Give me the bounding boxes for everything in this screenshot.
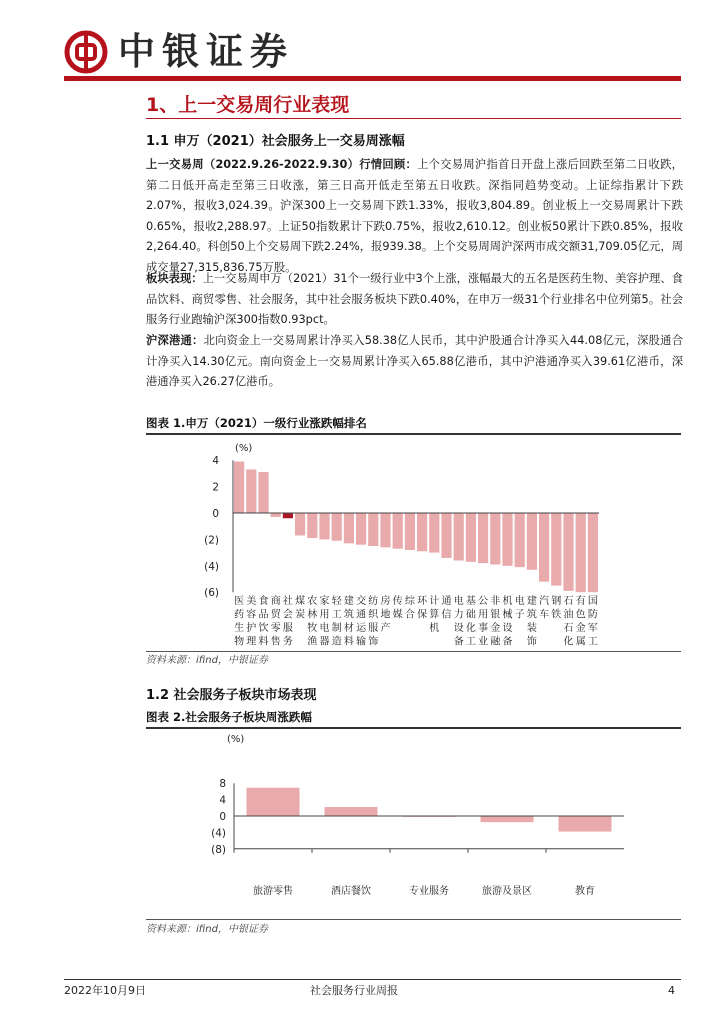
- bank-of-china-logo-icon: [64, 30, 108, 74]
- subsector-chart: [146, 730, 681, 916]
- y-tick-label: (8): [211, 843, 226, 856]
- bar-计算机: [429, 513, 439, 553]
- bar-旅游及景区: [480, 816, 533, 822]
- figure-1-bottom-rule: [146, 651, 681, 652]
- figure-2-bottom-rule: [146, 919, 681, 920]
- paragraph-label: 板块表现：: [146, 272, 203, 285]
- x-tick-label: 环保: [417, 596, 428, 621]
- figure-1-title: 图表 1.申万（2021）一级行业涨跌幅排名: [146, 416, 367, 430]
- paragraph-label: 上一交易周（2022.9.26-2022.9.30）行情回顾：: [146, 158, 418, 171]
- x-tick-label: 机械设备: [502, 596, 513, 646]
- heading-divider: [146, 118, 681, 119]
- bar-煤炭: [295, 513, 305, 535]
- bar-传媒: [393, 513, 403, 549]
- bar-建筑材料: [344, 513, 354, 543]
- paragraph-stock-connect: [146, 331, 683, 393]
- y-axis-unit: (%): [235, 443, 253, 454]
- bar-石油石化: [563, 513, 573, 591]
- bar-钢铁: [551, 513, 561, 586]
- bar-通信: [441, 513, 451, 558]
- x-tick-label: 建筑装饰: [526, 596, 537, 646]
- x-tick-label: 煤炭: [295, 596, 306, 621]
- x-tick-label: 计算机: [429, 596, 440, 634]
- industry-ranking-chart-svg: [146, 436, 681, 646]
- y-tick-label: (6): [204, 587, 219, 600]
- x-tick-label: 汽车: [539, 596, 550, 621]
- bar-基础化工: [466, 513, 476, 562]
- page-heading: 1、上一交易周行业表现: [146, 94, 350, 116]
- x-tick-label: 通信: [441, 596, 452, 621]
- x-tick-label: 公用事业: [478, 596, 489, 646]
- y-tick-label: 2: [212, 481, 219, 494]
- bar-轻工制造: [332, 513, 342, 541]
- figure-1-top-rule: [146, 433, 681, 435]
- bar-美容护理: [246, 469, 256, 513]
- header-divider: [64, 76, 681, 81]
- figure-2-title: 图表 2.社会服务子板块周涨跌幅: [146, 710, 312, 724]
- bar-综合: [405, 513, 415, 550]
- bar-机械设备: [502, 513, 512, 566]
- x-tick-label: 旅游零售: [253, 886, 293, 897]
- paragraph-text: 北向资金上一交易周累计净买入58.38亿人民币，其中沪股通合计净买入44.08亿元，深股通合计净买入14.30亿元。南向资金上一交易周累计净买入65.88亿港币，其中沪港通净买入39.61亿港币，深港通净买入26.27亿港币。: [146, 334, 683, 389]
- x-tick-label: 食品饮料: [258, 596, 269, 646]
- bar-食品饮料: [258, 472, 268, 513]
- bar-商贸零售: [271, 513, 281, 517]
- y-tick-label: 8: [219, 778, 226, 791]
- bar-电力设备: [454, 513, 464, 561]
- x-tick-label: 有色金属: [575, 596, 586, 646]
- bar-国防军工: [588, 513, 598, 592]
- bar-有色金属: [576, 513, 586, 592]
- x-tick-label: 房地产: [380, 596, 391, 634]
- paragraph-label: 沪深港通：: [146, 334, 204, 347]
- x-tick-label: 农林牧渔: [307, 596, 318, 646]
- footer-date: 2022年10月9日: [64, 984, 146, 997]
- bar-汽车: [539, 513, 549, 582]
- x-tick-label: 旅游及景区: [482, 886, 532, 897]
- footer-report-name: 社会服务行业周报: [310, 984, 398, 997]
- x-tick-label: 酒店餐饮: [331, 886, 371, 897]
- x-tick-label: 交通运输: [356, 596, 367, 646]
- x-tick-label: 纺织服饰: [368, 596, 379, 646]
- footer-divider: [64, 979, 681, 980]
- x-tick-label: 教育: [575, 886, 595, 897]
- footer-page-number: 4: [668, 984, 675, 997]
- paragraph-sector-performance: [146, 269, 683, 331]
- x-tick-label: 电子: [514, 596, 525, 621]
- bar-交通运输: [356, 513, 366, 545]
- y-tick-label: (2): [204, 534, 219, 547]
- bar-农林牧渔: [307, 513, 317, 538]
- bar-环保: [417, 513, 427, 551]
- figure-2-top-rule: [146, 727, 681, 729]
- bar-教育: [558, 816, 611, 832]
- bar-非银金融: [490, 513, 500, 564]
- x-tick-label: 电力设备: [453, 596, 464, 646]
- bar-建筑装饰: [527, 513, 537, 570]
- x-tick-label: 基础化工: [465, 596, 476, 646]
- x-tick-label: 社会服务: [282, 596, 293, 646]
- bar-电子: [515, 513, 525, 567]
- bar-医药生物: [234, 462, 244, 513]
- figure-2-source: 资料来源：ifind，中银证券: [146, 924, 268, 935]
- figure-1-source: 资料来源：ifind，中银证券: [146, 655, 268, 666]
- x-tick-label: 石油石化: [563, 596, 574, 646]
- bar-社会服务: [283, 513, 293, 518]
- x-tick-label: 家用电器: [319, 596, 330, 646]
- x-tick-label: 钢铁: [551, 596, 562, 621]
- bar-房地产: [380, 513, 390, 547]
- y-tick-label: 4: [219, 794, 226, 807]
- y-tick-label: (4): [211, 827, 226, 840]
- x-tick-label: 商贸零售: [270, 596, 281, 646]
- y-tick-label: (4): [204, 560, 219, 573]
- y-tick-label: 0: [219, 811, 226, 823]
- x-tick-label: 美容护理: [246, 596, 257, 646]
- x-tick-label: 传媒: [392, 596, 403, 621]
- paragraph-text: 上一交易周申万（2021）31个一级行业中3个上涨，涨幅最大的五名是医药生物、美容护理、食品饮料、商贸零售、社会服务，其中社会服务板块下跌0.40%，在申万一级31个行业排名中位列第5。社会服务行业跑输沪深300指数0.93pct。: [146, 272, 683, 327]
- brand-name: 中银证券: [118, 30, 294, 73]
- x-tick-label: 医药生物: [234, 596, 245, 646]
- bar-公用事业: [478, 513, 488, 563]
- y-tick-label: 4: [212, 455, 219, 468]
- x-tick-label: 专业服务: [409, 886, 449, 897]
- x-tick-label: 轻工制造: [331, 596, 342, 646]
- x-tick-label: 综合: [404, 596, 415, 621]
- section-1-1-title: 1.1 申万（2021）社会服务上一交易周涨幅: [146, 134, 405, 149]
- y-tick-label: 0: [212, 508, 219, 520]
- x-tick-label: 非银金融: [490, 596, 501, 646]
- bar-旅游零售: [246, 788, 299, 816]
- section-1-2-title: 1.2 社会服务子板块市场表现: [146, 688, 317, 703]
- x-tick-label: 国防军工: [587, 596, 598, 646]
- paragraph-market-review: [146, 155, 683, 279]
- subsector-chart-svg: [146, 730, 681, 916]
- bar-家用电器: [319, 513, 329, 539]
- y-axis-unit: (%): [227, 734, 245, 745]
- industry-ranking-chart: [146, 436, 681, 646]
- x-tick-label: 建筑材料: [343, 596, 354, 646]
- bar-酒店餐饮: [324, 807, 377, 816]
- bar-纺织服饰: [368, 513, 378, 546]
- paragraph-text: 上个交易周沪指首日开盘上涨后回跌至第二日收跌，第二日低开高走至第三日收涨，第三日高开低走至第五日收跌。深指同趋势变动。上证综指累计下跌2.07%，报收3,024.39。沪深300上一交易周下跌1.33%，报收3,804.89。创业板上一交易周累计下跌0.65%，报收2,288.97。上证50指数累计下跌0.75%，报收2,610.12。创业板50累计下跌0.85%，报收2,264.40。科创50上个交易周下跌2.24%，报939.38。上个交易周周沪深两市成交额31,709.05亿元，周成交量27,315,836.75万股。: [146, 158, 683, 274]
